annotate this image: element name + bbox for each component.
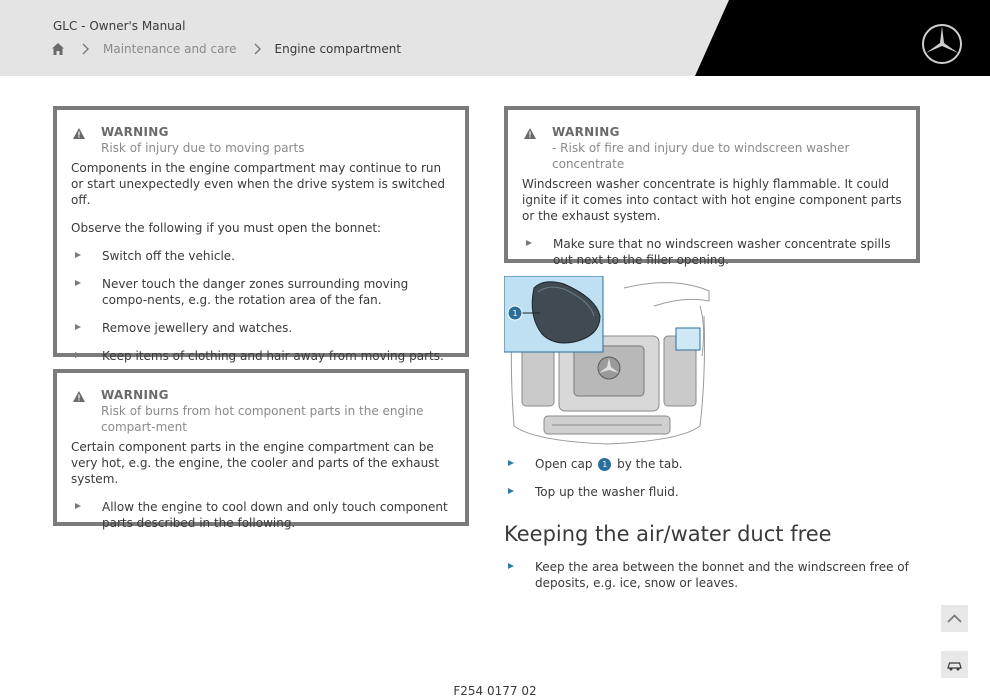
warning-subtitle: Risk of burns from hot component parts in the engine compart-ment xyxy=(101,404,424,434)
arrow-bullet-icon xyxy=(75,280,81,286)
list-item-text: Remove jewellery and watches. xyxy=(102,321,293,335)
warning-header xyxy=(71,124,451,156)
warning-triangle-icon xyxy=(73,391,85,402)
warning-intro: Components in the engine compartment may continue to run or start unexpectedly even when the drive system is switched off. xyxy=(71,161,445,207)
list-item xyxy=(504,559,916,591)
breadcrumb-current: Engine compartment xyxy=(274,42,402,56)
warning-subtitle: Risk of injury due to moving parts xyxy=(101,141,305,155)
engine-compartment-illustration xyxy=(504,276,710,446)
manual-title: GLC - Owner's Manual xyxy=(53,19,186,33)
warning-header xyxy=(71,387,451,435)
list-item xyxy=(71,248,451,264)
figure-code: F254 0177 02 xyxy=(453,684,537,698)
duct-steps xyxy=(504,559,916,595)
list-item xyxy=(71,348,451,364)
warning-triangle-icon xyxy=(524,128,536,139)
list-item xyxy=(71,320,451,336)
arrow-bullet-icon xyxy=(508,488,514,494)
section-title: Keeping the air/water duct free xyxy=(504,522,832,546)
list-item xyxy=(504,484,914,500)
vehicle-view-button[interactable] xyxy=(941,651,968,678)
arrow-bullet-icon xyxy=(75,352,81,358)
warning-title: WARNING xyxy=(101,125,169,139)
list-item-text: Never touch the danger zones surrounding moving compo-nents, e.g. the rotation area of the fan. xyxy=(102,277,409,307)
callout-badge: 1 xyxy=(598,458,611,471)
warning-triangle-icon xyxy=(73,128,85,139)
warning-intro: Windscreen washer concentrate is highly flammable. It could ignite if it comes into contact with hot engine component parts or the exhaust system. xyxy=(522,177,902,223)
figure-callout-number: 1 xyxy=(512,309,518,318)
list-item-text: Switch off the vehicle. xyxy=(102,249,235,263)
step-text: Keep the area between the bonnet and the windscreen free of deposits, e.g. ice, snow or leaves. xyxy=(535,560,909,590)
warning-header xyxy=(522,124,902,172)
arrow-bullet-icon xyxy=(75,503,81,509)
chevron-right-icon xyxy=(81,43,91,55)
warning-subtitle: - Risk of fire and injury due to windscreen washer concentrate xyxy=(552,141,850,171)
arrow-bullet-icon xyxy=(75,252,81,258)
list-item xyxy=(71,499,451,531)
breadcrumb xyxy=(51,42,401,56)
arrow-bullet-icon xyxy=(508,563,514,569)
page-header xyxy=(0,0,990,76)
home-icon[interactable] xyxy=(51,42,65,56)
warning-box-fire xyxy=(504,106,920,267)
list-item xyxy=(71,276,451,308)
arrow-bullet-icon xyxy=(75,324,81,330)
arrow-bullet-icon xyxy=(508,460,514,466)
step-text: by the tab. xyxy=(617,457,683,471)
list-item-text: Allow the engine to cool down and only touch component parts described in the following. xyxy=(102,500,448,530)
warning-instruction: Observe the following if you must open the bonnet: xyxy=(71,221,382,235)
warning-box-moving-parts xyxy=(53,106,469,363)
arrow-bullet-icon xyxy=(526,240,532,246)
warning-intro: Certain component parts in the engine compartment can be very hot, e.g. the engine, the cooler and parts of the exhaust system. xyxy=(71,440,440,486)
mercedes-star-logo xyxy=(921,23,963,65)
car-icon xyxy=(941,651,968,678)
list-item-text: Keep items of clothing and hair away from moving parts. xyxy=(102,349,444,363)
warning-title: WARNING xyxy=(101,388,169,402)
step-text: Top up the washer fluid. xyxy=(535,485,679,499)
chevron-up-icon xyxy=(941,605,968,632)
warning-box-hot-parts xyxy=(53,369,469,530)
chevron-right-icon xyxy=(253,43,263,55)
list-item xyxy=(522,236,902,268)
washer-steps xyxy=(504,456,914,504)
scroll-to-top-button[interactable] xyxy=(941,605,968,632)
warning-title: WARNING xyxy=(552,125,620,139)
step-text: Open cap xyxy=(535,457,593,471)
breadcrumb-link-maintenance[interactable]: Maintenance and care xyxy=(103,42,237,56)
list-item-text: Make sure that no windscreen washer concentrate spills out next to the filler opening. xyxy=(553,237,891,267)
list-item xyxy=(504,456,914,472)
